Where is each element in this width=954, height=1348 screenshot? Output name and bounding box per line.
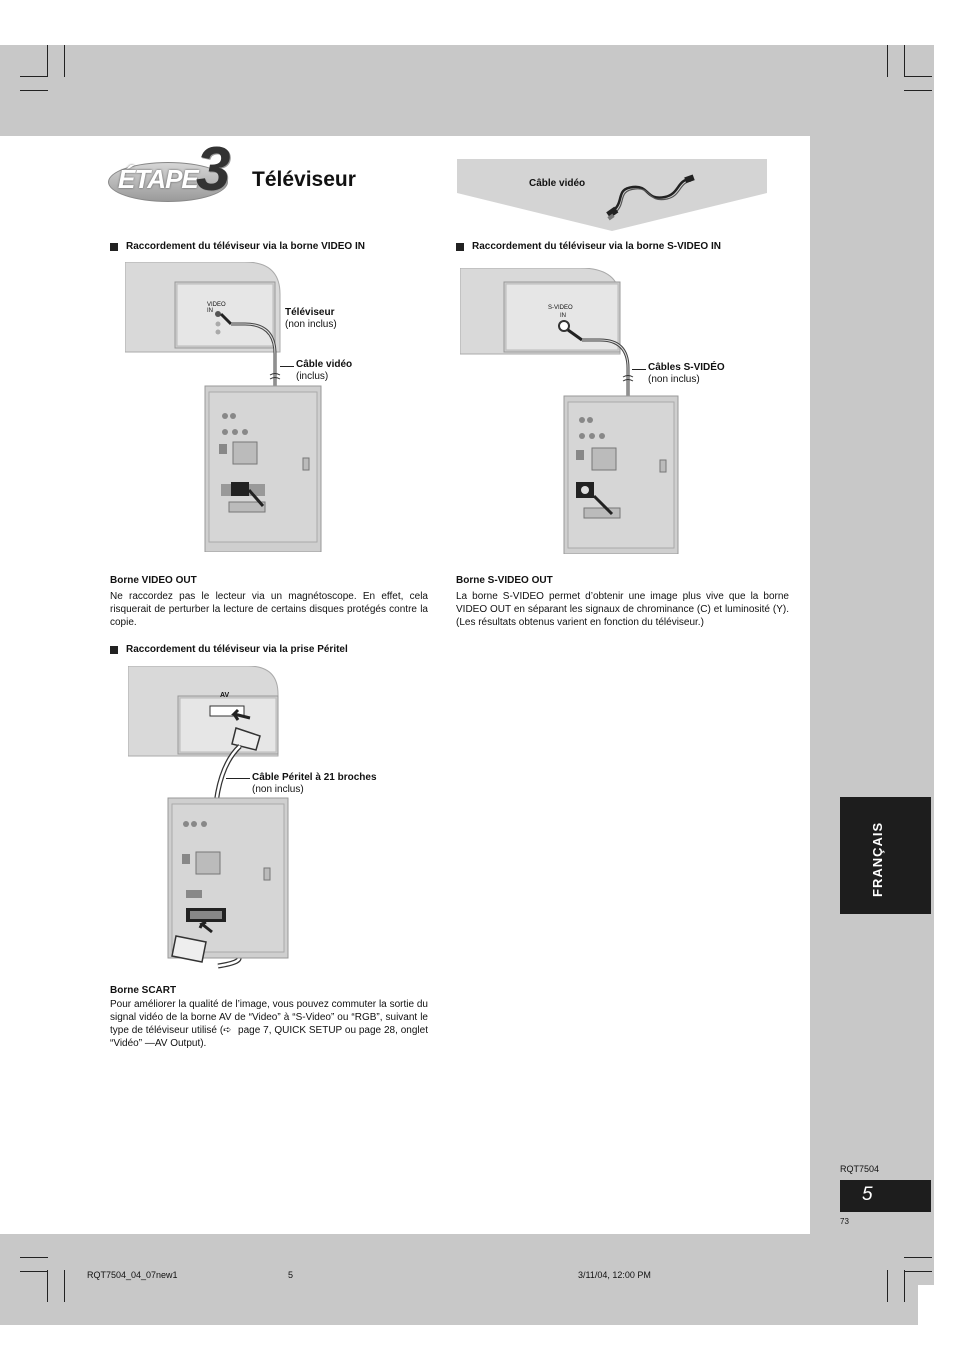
tv-and-player-illustration <box>460 268 690 554</box>
crop-mark <box>20 1271 48 1272</box>
tv-port-label-line2: IN <box>207 308 213 314</box>
crop-mark <box>887 1270 888 1302</box>
square-bullet-icon <box>110 646 118 654</box>
section-heading-text: Raccordement du téléviseur via la borne S-VIDEO IN <box>472 241 721 252</box>
tv-port-label <box>548 304 573 320</box>
arrow-right-icon: ➪ <box>223 1025 232 1036</box>
step-title <box>108 135 448 210</box>
section-heading-svideo-in <box>456 241 721 252</box>
section-heading-text: Raccordement du téléviseur via la prise Péritel <box>126 644 348 655</box>
tv-callout-note: (non inclus) <box>285 319 337 330</box>
svideo-cable-callout <box>648 362 725 386</box>
svideo-out-title: Borne S-VIDEO OUT <box>456 575 553 586</box>
crop-mark <box>904 1271 932 1272</box>
footer-page: 5 <box>288 1270 294 1280</box>
callout-line <box>632 369 646 370</box>
tv-port-label: AV <box>220 692 230 699</box>
crop-mark <box>64 1270 65 1302</box>
cable-banner <box>457 159 767 231</box>
page-title: Téléviseur <box>252 168 356 191</box>
scart-cable-callout-note: (non inclus) <box>252 784 304 795</box>
crop-mark <box>904 1270 905 1302</box>
bottom-right-notch <box>918 1285 934 1325</box>
video-cable-callout-title: Câble vidéo <box>296 359 353 370</box>
footer-datetime: 3/11/04, 12:00 PM <box>578 1270 651 1280</box>
crop-mark <box>904 1257 932 1258</box>
right-gray-band <box>810 136 934 1234</box>
language-tab <box>840 797 931 914</box>
section-heading-peritel <box>110 644 348 655</box>
crop-mark <box>904 45 905 77</box>
top-gray-band <box>0 45 934 136</box>
video-cable-icon <box>605 171 695 223</box>
video-out-title: Borne VIDEO OUT <box>110 575 197 586</box>
crop-mark <box>904 90 932 91</box>
video-cable-callout <box>296 359 352 383</box>
crop-mark <box>47 1270 48 1302</box>
video-out-body: Ne raccordez pas le lecteur via un magnétoscope. En effet, cela risquerait de perturber la lecture de certains disques protégés contre la copie. <box>110 591 428 628</box>
scart-cable-callout-title: Câble Péritel à 21 broches <box>252 772 377 783</box>
tv-port-label-line1: VIDEO <box>207 302 226 308</box>
page-number-box <box>840 1180 931 1212</box>
square-bullet-icon <box>110 243 118 251</box>
footer-file: RQT7504_04_07new1 <box>87 1270 178 1280</box>
section-heading-text: Raccordement du téléviseur via la borne VIDEO IN <box>126 241 365 252</box>
video-cable-callout-note: (inclus) <box>296 371 329 382</box>
svideo-cable-callout-title: Câbles S-VIDÉO <box>648 362 725 373</box>
scart-body-before: Pour améliorer la qualité de l’image, vous pouvez commuter la sortie du signal vidéo de la borne AV de “Video” à “S-Video” ou “RGB”, suivant le type de téléviseur utilisé ( <box>110 999 428 1036</box>
video-in-diagram <box>125 262 325 552</box>
page-sub-number: 73 <box>840 1217 849 1226</box>
language-label: FRANÇAIS <box>870 821 885 897</box>
crop-mark <box>47 45 48 77</box>
tv-port-label <box>207 302 226 314</box>
scart-body-after: page 7, QUICK SETUP ou page 28, onglet “Vidéo” —AV Output). <box>110 1025 428 1049</box>
section-heading-video-in <box>110 241 365 252</box>
document-code: RQT7504 <box>840 1164 880 1174</box>
step-word: ÉTAPE <box>118 164 198 194</box>
tv-and-player-illustration <box>128 666 298 976</box>
crop-mark <box>887 45 888 77</box>
tv-callout <box>285 307 337 331</box>
crop-mark <box>20 1257 48 1258</box>
tv-callout-title: Téléviseur <box>285 307 335 318</box>
cable-banner-label: Câble vidéo <box>529 178 586 189</box>
svideo-out-body: La borne S-VIDEO permet d’obtenir une image plus vive que la borne VIDEO OUT en séparant les signaux de chrominance (C) et luminosité (Y). (Les résultats obtenus varient en fonction du téléviseur.) <box>456 591 789 628</box>
page-number: 5 <box>862 1184 873 1205</box>
callout-line <box>226 778 250 779</box>
peritel-diagram <box>128 666 298 976</box>
crop-mark <box>20 90 48 91</box>
crop-mark <box>64 45 65 77</box>
step-number: 3 <box>196 135 231 204</box>
tv-port-label-line2: IN <box>560 313 566 319</box>
scart-title: Borne SCART <box>110 985 177 996</box>
crop-mark <box>20 76 48 77</box>
svideo-cable-callout-note: (non inclus) <box>648 374 700 385</box>
square-bullet-icon <box>456 243 464 251</box>
tv-port-label-line1: S-VIDEO <box>548 305 573 311</box>
svideo-in-diagram <box>460 268 690 554</box>
scart-cable-callout <box>252 772 377 796</box>
scart-body <box>110 998 428 1050</box>
callout-line <box>280 366 294 367</box>
crop-mark <box>904 76 932 77</box>
